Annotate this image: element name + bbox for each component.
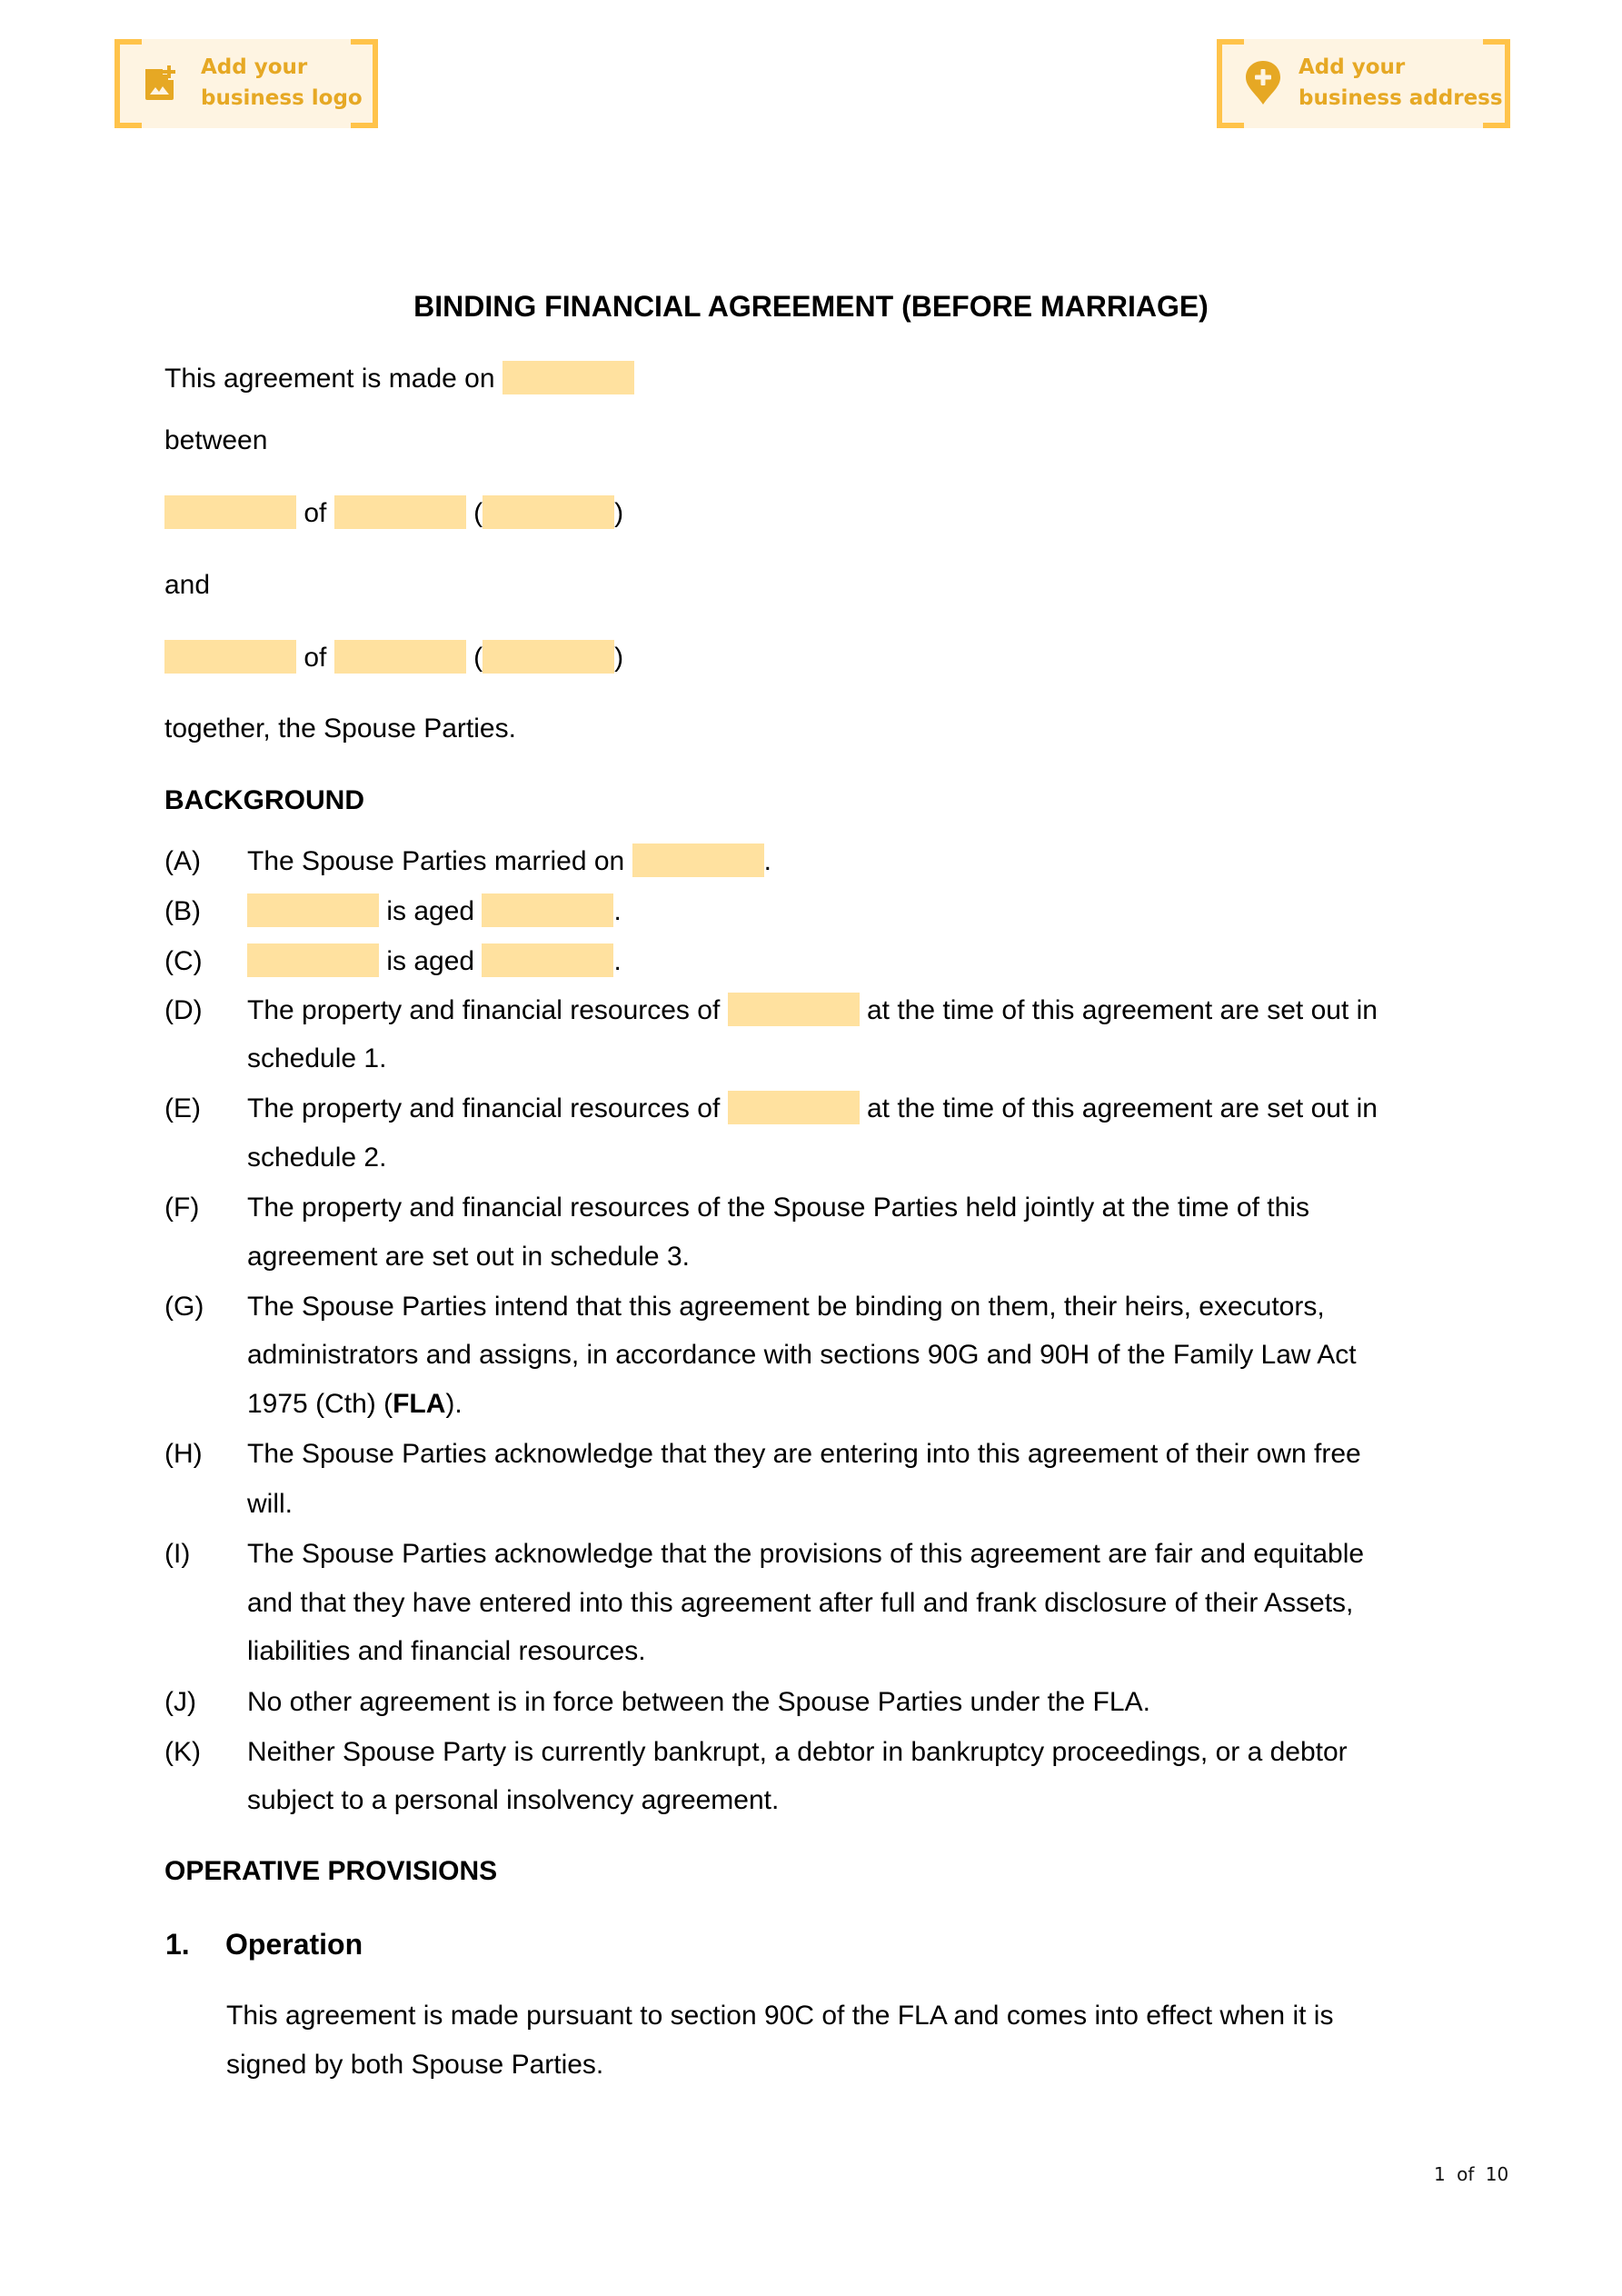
is-aged-text: is aged — [386, 946, 475, 976]
item-text-line: schedule 2. — [247, 1143, 387, 1173]
item-text-line: at the time of this agreement are set out in — [866, 1093, 1378, 1123]
party-1-address-field[interactable] — [334, 495, 466, 529]
marriage-date-field[interactable] — [632, 844, 764, 877]
item-label: (H) — [164, 1439, 203, 1469]
item-label: (E) — [164, 1093, 201, 1123]
operative-provisions-heading: OPERATIVE PROVISIONS — [164, 1856, 498, 1886]
page-of: of — [1457, 2163, 1475, 2185]
item-text-line: schedule 1. — [247, 1043, 387, 1073]
item-text-line: agreement are set out in schedule 3. — [247, 1242, 690, 1272]
page-number — [1434, 2163, 1508, 2185]
item-text-line — [247, 1386, 463, 1423]
close-paren: ) — [614, 498, 624, 528]
item-label: (B) — [164, 896, 201, 926]
item-text — [247, 1091, 1378, 1127]
party-name-field[interactable] — [247, 943, 379, 977]
item-text-line: The Spouse Parties acknowledge that the provisions of this agreement are fair and equitable — [247, 1539, 1365, 1569]
address-placeholder-line2: business address — [1299, 86, 1503, 110]
between-text: between — [164, 425, 268, 455]
made-on-text: This agreement is made on — [164, 364, 495, 394]
item-text-line: The Spouse Parties acknowledge that they are entering into this agreement of their own free — [247, 1439, 1361, 1469]
item-label: (K) — [164, 1737, 201, 1767]
party-name-field[interactable] — [247, 893, 379, 927]
item-label: (J) — [164, 1687, 196, 1717]
party-1-short-name-field[interactable] — [483, 495, 614, 529]
party-1-line — [164, 495, 623, 532]
item-text-line: The property and financial resources of the Spouse Parties held jointly at the time of this — [247, 1193, 1309, 1223]
item-text-line: The Spouse Parties married on — [247, 846, 625, 876]
open-paren: ( — [473, 498, 483, 528]
item-label: (F) — [164, 1193, 200, 1223]
party-name-field[interactable] — [728, 993, 860, 1026]
party-2-line — [164, 640, 623, 676]
party-age-field[interactable] — [482, 943, 613, 977]
of-text: of — [304, 498, 327, 528]
and-text: and — [164, 570, 211, 600]
add-business-address-button[interactable] — [1217, 39, 1510, 128]
of-text: of — [304, 643, 327, 673]
logo-placeholder-line2: business logo — [201, 86, 363, 110]
party-age-field[interactable] — [482, 893, 613, 927]
period: . — [613, 896, 622, 926]
item-label: (I) — [164, 1539, 191, 1569]
item-text — [247, 893, 622, 930]
bracket-left — [114, 39, 142, 128]
period: . — [763, 846, 771, 876]
item-label: (A) — [164, 846, 201, 876]
party-2-address-field[interactable] — [334, 640, 466, 674]
item-text — [247, 844, 771, 880]
item-text-line: liabilities and financial resources. — [247, 1636, 646, 1666]
party-2-name-field[interactable] — [164, 640, 296, 674]
party-name-field[interactable] — [728, 1091, 860, 1124]
item-label: (G) — [164, 1292, 204, 1322]
intro-date-line — [164, 361, 634, 397]
background-heading: BACKGROUND — [164, 785, 364, 815]
item-label: (C) — [164, 946, 203, 976]
party-2-short-name-field[interactable] — [483, 640, 614, 674]
close-paren: ) — [614, 643, 624, 673]
clause-number: 1. — [165, 1928, 190, 1961]
add-business-logo-button[interactable] — [114, 39, 378, 128]
address-placeholder-line1: Add your — [1299, 55, 1406, 79]
clause-title: Operation — [225, 1928, 363, 1961]
add-image-icon — [143, 65, 177, 102]
is-aged-text: is aged — [386, 896, 475, 926]
item-text-line: subject to a personal insolvency agreement. — [247, 1785, 780, 1815]
item-text-line: No other agreement is in force between the Spouse Parties under the FLA. — [247, 1687, 1150, 1717]
document-title: BINDING FINANCIAL AGREEMENT (BEFORE MARRIAGE) — [413, 290, 1209, 323]
item-text-fragment: ). — [445, 1389, 463, 1419]
item-text-line: The Spouse Parties intend that this agreement be binding on them, their heirs, executors, — [247, 1292, 1325, 1322]
item-text — [247, 943, 622, 980]
item-text-line: at the time of this agreement are set out in — [866, 995, 1378, 1025]
defined-term-fla: FLA — [393, 1389, 446, 1419]
item-text-line: and that they have entered into this agreement after full and frank disclosure of their Assets, — [247, 1588, 1354, 1618]
item-text-fragment: 1975 (Cth) ( — [247, 1389, 393, 1419]
logo-placeholder-line1: Add your — [201, 55, 308, 79]
bracket-left — [1217, 39, 1244, 128]
page-current: 1 — [1434, 2163, 1446, 2185]
add-location-pin-icon — [1244, 59, 1282, 106]
party-1-name-field[interactable] — [164, 495, 296, 529]
item-text — [247, 993, 1378, 1029]
together-text: together, the Spouse Parties. — [164, 714, 516, 744]
clause-text-line: signed by both Spouse Parties. — [226, 2050, 604, 2080]
open-paren: ( — [473, 643, 483, 673]
page-total: 10 — [1485, 2163, 1509, 2185]
item-label: (D) — [164, 995, 203, 1025]
item-text-line: The property and financial resources of — [247, 995, 721, 1025]
period: . — [613, 946, 622, 976]
item-text-line: will. — [247, 1489, 293, 1519]
item-text-line: Neither Spouse Party is currently bankrupt, a debtor in bankruptcy proceedings, or a debtor — [247, 1737, 1348, 1767]
item-text-line: administrators and assigns, in accordance with sections 90G and 90H of the Family Law Act — [247, 1340, 1357, 1370]
agreement-date-field[interactable] — [503, 361, 634, 394]
item-text-line: The property and financial resources of — [247, 1093, 721, 1123]
clause-text-line: This agreement is made pursuant to section 90C of the FLA and comes into effect when it is — [226, 2001, 1334, 2031]
